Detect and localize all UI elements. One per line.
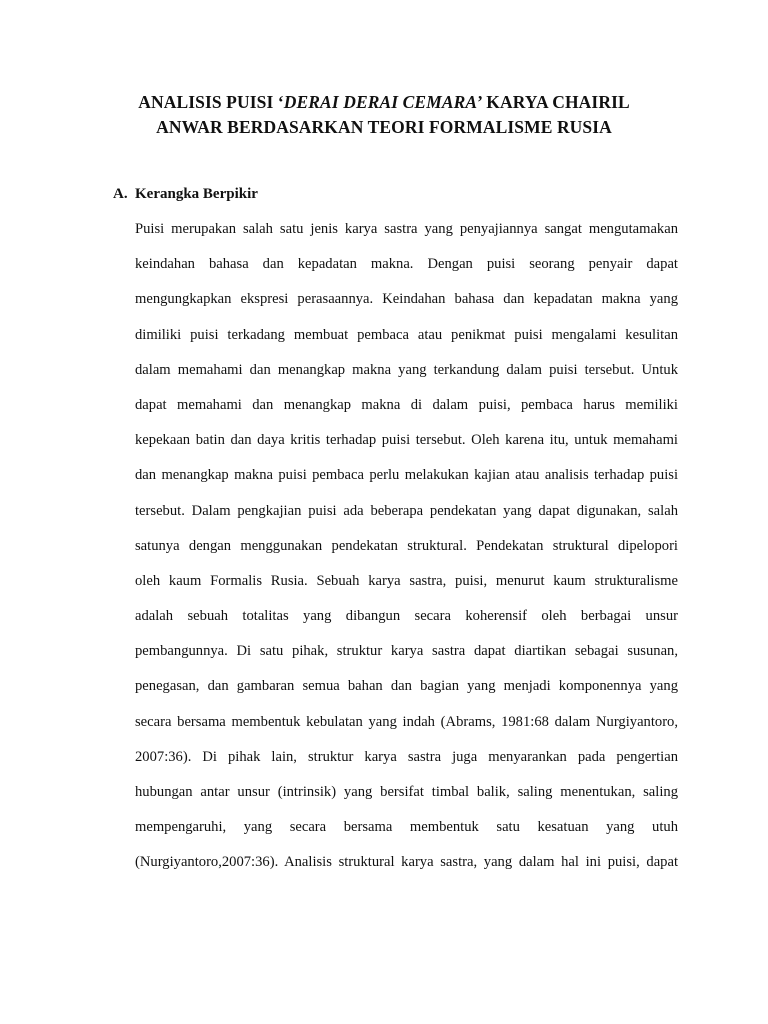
- paragraph-line: tersebut. Dalam pengkajian puisi ada beberapa pendekatan yang dapat digunakan, salah: [135, 502, 678, 519]
- paragraph-line: hubungan antar unsur (intrinsik) yang bersifat timbal balik, saling menentukan, saling: [135, 784, 678, 800]
- paragraph-line: 2007:36). Di pihak lain, struktur karya sastra juga menyarankan pada pengertian: [135, 748, 678, 765]
- section-heading: [113, 184, 258, 204]
- paragraph-line: dapat memahami dan menangkap makna di dalam puisi, pembaca harus memiliki: [135, 396, 678, 413]
- paragraph-line: dan menangkap makna puisi pembaca perlu melakukan kajian atau analisis terhadap puisi: [135, 467, 678, 484]
- poem-title: DERAI DERAI CEMARA: [283, 92, 478, 112]
- paragraph-line: Puisi merupakan salah satu jenis karya sastra yang penyajiannya sangat mengutamakan: [135, 221, 678, 237]
- paragraph-line: penegasan, dan gambaran semua bahan dan bagian yang menjadi komponennya yang: [135, 678, 678, 695]
- paragraph-line: mengungkapkan ekspresi perasaannya. Keindahan bahasa dan kepadatan makna yang: [135, 291, 678, 308]
- paragraph-line: satunya dengan menggunakan pendekatan struktural. Pendekatan struktural dipelopori: [135, 537, 678, 554]
- paragraph-line: pembangunnya. Di satu pihak, struktur karya sastra dapat diartikan sebagai susunan,: [135, 643, 678, 660]
- paragraph-line: secara bersama membentuk kebulatan yang indah (Abrams, 1981:68 dalam Nurgiyantoro,: [135, 713, 678, 730]
- paragraph-line: adalah sebuah totalitas yang dibangun secara koherensif oleh berbagai unsur: [135, 608, 678, 625]
- paragraph: [135, 219, 678, 888]
- document-title: [100, 90, 668, 140]
- paragraph-line: dimiliki puisi terkadang membuat pembaca atau penikmat puisi mengalami kesulitan: [135, 326, 678, 343]
- paragraph-line: keindahan bahasa dan kepadatan makna. Dengan puisi seorang penyair dapat: [135, 256, 678, 273]
- title-suffix: ’ KARYA CHAIRIL: [477, 92, 630, 112]
- section-number: A.: [113, 186, 128, 202]
- paragraph-line: oleh kaum Formalis Rusia. Sebuah karya sastra, puisi, menurut kaum strukturalisme: [135, 572, 678, 589]
- paragraph-line: (Nurgiyantoro,2007:36). Analisis struktural karya sastra, yang dalam hal ini puisi, dapat: [135, 854, 678, 871]
- paragraph-line: dalam memahami dan menangkap makna yang terkandung dalam puisi tersebut. Untuk: [135, 361, 678, 378]
- title-line-1: [100, 90, 668, 115]
- title-prefix: ANALISIS PUISI ‘: [138, 92, 284, 112]
- section-title: Kerangka Berpikir: [135, 186, 258, 202]
- title-line-2: ANWAR BERDASARKAN TEORI FORMALISME RUSIA: [156, 117, 612, 137]
- paragraph-line: kepekaan batin dan daya kritis terhadap puisi tersebut. Oleh karena itu, untuk memahami: [135, 432, 678, 449]
- paragraph-line: mempengaruhi, yang secara bersama membentuk satu kesatuan yang utuh: [135, 819, 678, 836]
